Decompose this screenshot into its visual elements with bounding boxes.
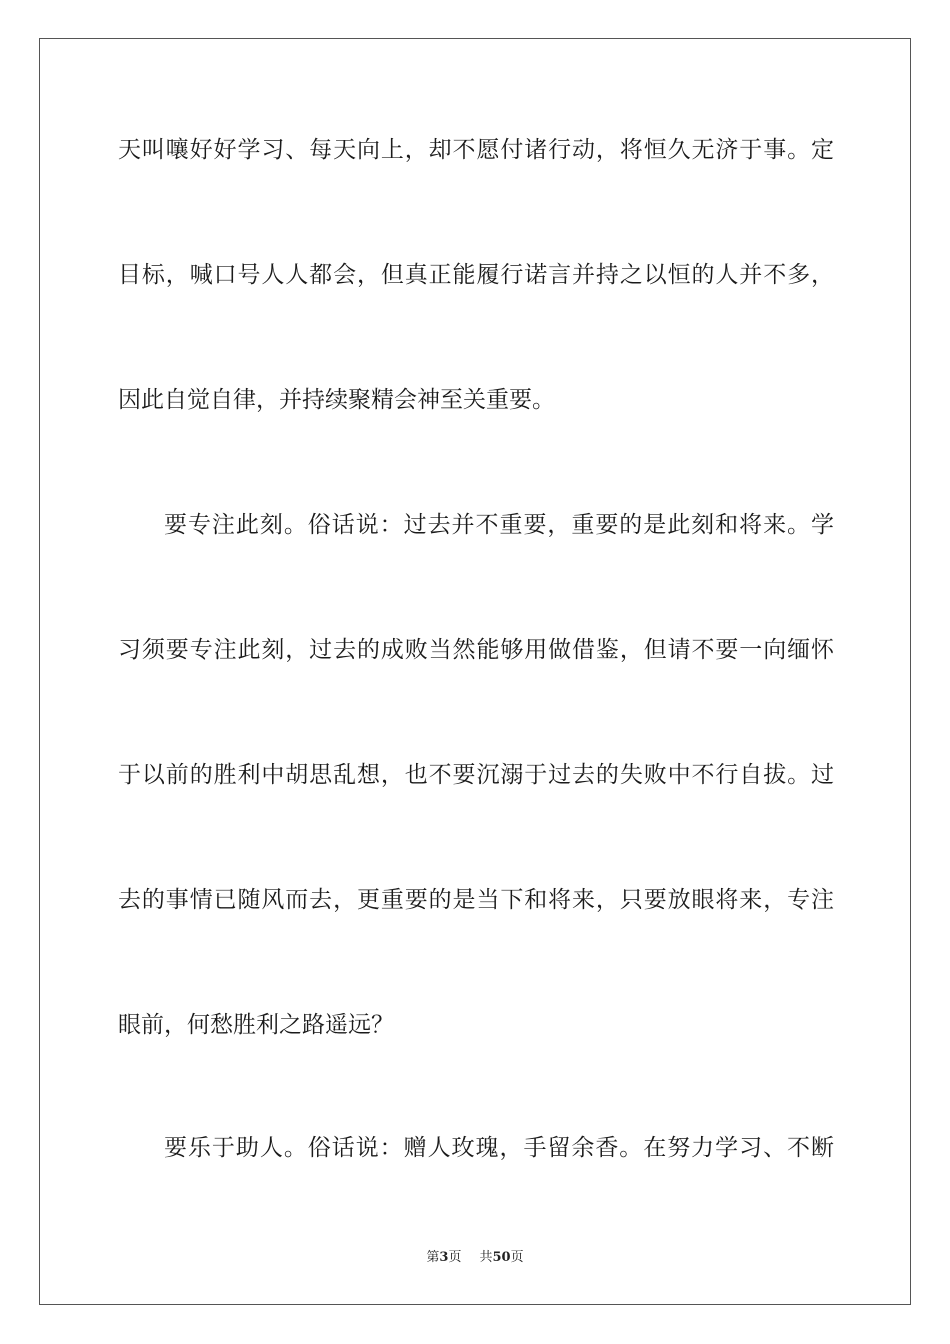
paragraph-line: 天叫嚷好好学习、每天向上，却不愿付诸行动，将恒久无济于事。定	[118, 137, 834, 163]
paragraph-line: 去的事情已随风而去，更重要的是当下和将来，只要放眼将来，专注	[118, 887, 834, 913]
paragraph-line: 目标，喊口号人人都会，但真正能履行诺言并持之以恒的人并不多，	[118, 262, 834, 288]
paragraph-line: 要专注此刻。俗话说：过去并不重要，重要的是此刻和将来。学	[164, 512, 834, 538]
paragraph-line: 于以前的胜利中胡思乱想，也不要沉溺于过去的失败中不行自拔。过	[118, 762, 834, 788]
total-label-prefix: 共	[479, 1250, 493, 1265]
paragraph-line: 要乐于助人。俗话说：赠人玫瑰，手留余香。在努力学习、不断	[164, 1135, 834, 1161]
page-border	[39, 38, 911, 1305]
page-number-footer	[0, 1248, 950, 1268]
paragraph-line: 因此自觉自律，并持续聚精会神至关重要。	[118, 387, 555, 413]
total-page-count: 50	[492, 1250, 511, 1265]
page-label-suffix: 页	[448, 1250, 462, 1265]
total-label-suffix: 页	[510, 1250, 524, 1265]
current-page-number: 3	[439, 1250, 449, 1265]
paragraph-line: 眼前，何愁胜利之路遥远？	[118, 1012, 394, 1038]
paragraph-line: 习须要专注此刻，过去的成败当然能够用做借鉴，但请不要一向缅怀	[118, 637, 834, 663]
page-label-prefix: 第	[426, 1250, 440, 1265]
